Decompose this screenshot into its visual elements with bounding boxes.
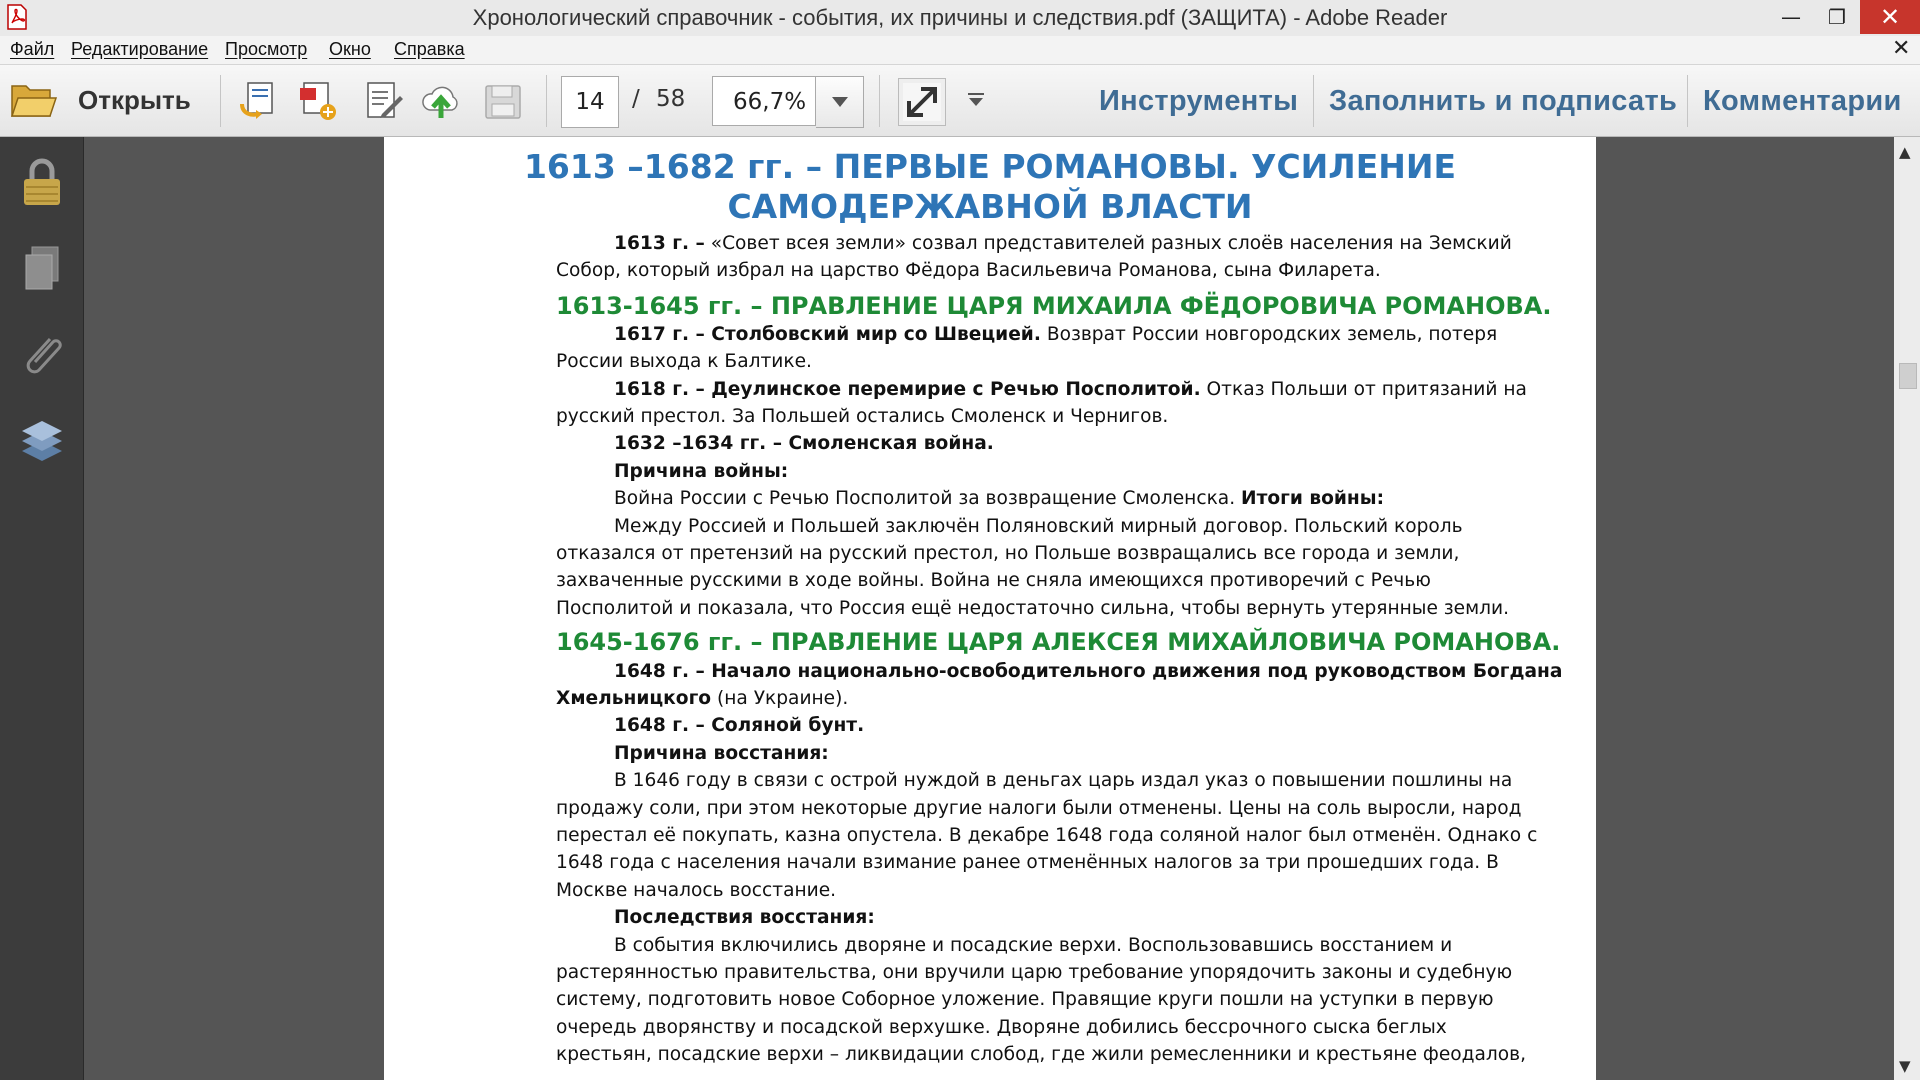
event-label: 1632 –1634 гг. – Смоленская война. [614,433,994,454]
zoom-dropdown-button[interactable] [816,76,864,128]
menu-file[interactable]: Файл [10,39,55,59]
paragraph-line [614,488,1384,509]
menu-bar [0,36,1920,65]
open-button-label: Открыть [78,84,191,115]
export-pdf-icon[interactable] [298,80,340,122]
paragraph-line: перестал её покупать, казна опустела. В декабре 1648 года соляной налог был отменён. Однако с [556,825,1538,846]
folder-open-icon [10,80,58,120]
paragraph-text: Отказ Польши от притязаний на [1200,379,1527,400]
pdf-page [384,137,1596,1080]
event-label: Хмельницкого [556,688,712,709]
paragraph-line [614,379,1527,400]
paragraph-line: очередь дворянству и посадской верхушке. Дворяне добились бессрочного сыска беглых [556,1017,1447,1038]
chevron-down-icon [832,97,848,107]
paragraph-line: 1648 года с населения начали взимание ранее отменённых налогов за три прошедших года. В [556,852,1499,873]
layers-icon[interactable] [18,415,66,467]
menu-edit[interactable]: Редактирование [71,39,209,59]
scroll-up-button[interactable]: ▲ [1899,143,1911,161]
close-button[interactable]: ✕ [1860,0,1920,34]
scroll-down-button[interactable]: ▼ [1899,1057,1911,1075]
more-tools-chevron-icon[interactable] [968,93,984,107]
paperclip-icon[interactable] [18,329,66,381]
paragraph-line: Москве началось восстание. [556,880,837,901]
paragraph-line [614,324,1497,345]
event-label: 1618 г. – Деулинское перемирие с Речью Посполитой. [614,379,1201,400]
paragraph-line: захваченные русскими в ходе войны. Война не сняла имеющихся противоречий с Речью [556,570,1431,591]
menu-window[interactable]: Окно [329,39,371,59]
title-bar [0,0,1920,36]
paragraph-line [556,688,848,709]
paragraph-line: Собор, который избрал на царство Фёдора Васильевича Романова, сына Филарета. [556,260,1381,281]
subheading-label: Последствия восстания: [614,907,875,928]
toolbar-divider [546,75,547,127]
paragraph-line: отказался от претензий на русский престол, но Польше возвращались все города и земли, [556,543,1460,564]
comments-link[interactable]: Комментарии [1703,85,1902,117]
zoom-input[interactable]: 66,7% [712,76,816,126]
navigation-panel [0,137,84,1080]
paragraph-line: растерянностью правительства, они вручили царю требование упорядочить законы и судебную [556,962,1513,983]
pages-icon[interactable] [18,243,66,295]
event-label: 1648 г. – Соляной бунт. [614,715,865,736]
paragraph-line: продажу соли, при этом некоторые другие налоги были отменены. Цены на соль выросли, народ [556,798,1522,819]
paragraph-line [614,233,1512,254]
subheading-label: Причина восстания: [614,743,829,764]
paragraph-line: Между Россией и Польшей заключён Поляновский мирный договор. Польский король [614,516,1463,537]
paragraph-text: Возврат России новгородских земель, потеря [1040,324,1498,345]
paragraph-line: России выхода к Балтике. [556,351,812,372]
toolbar-divider [1313,75,1314,127]
lock-icon[interactable] [18,157,66,209]
toolbar [0,65,1920,137]
edit-pdf-icon[interactable] [362,80,404,122]
page-heading-line-2: САМОДЕРЖАВНОЙ ВЛАСТИ [727,187,1253,226]
window-title: Хронологический справочник - события, их причины и следствия.pdf (ЗАЩИТА) - Adobe Reader [472,5,1448,30]
toolbar-divider [1687,75,1688,127]
event-label: 1648 г. – Начало национально-освободительного движения под руководством Богдана [614,661,1563,682]
event-label: 1617 г. – Столбовский мир со Швецией. [614,324,1041,345]
section-heading-mikhail: 1613-1645 гг. – ПРАВЛЕНИЕ ЦАРЯ МИХАИЛА ФЁДОРОВИЧА РОМАНОВА. [556,292,1552,320]
page-heading-line-1: 1613 –1682 гг. – ПЕРВЫЕ РОМАНОВЫ. УСИЛЕНИЕ [523,147,1457,186]
page-number-input[interactable]: 14 [561,76,619,128]
scroll-thumb[interactable] [1899,363,1917,389]
subheading-label: Итоги войны: [1241,488,1385,509]
paragraph-line: систему, подготовить новое Соборное уложение. Правящие круги пошли на уступки в первую [556,989,1494,1010]
create-pdf-icon[interactable] [238,80,280,122]
menu-view[interactable]: Просмотр [225,39,308,59]
paragraph-text: Война России с Речью Посполитой за возвращение Смоленска. [614,488,1242,509]
toolbar-divider [220,75,221,127]
vertical-scrollbar[interactable] [1894,137,1920,1080]
paragraph-text: «Совет всея земли» созвал представителей разных слоёв населения на Земский [704,233,1512,254]
paragraph-line: Посполитой и показала, что Россия ещё недостаточно сильна, чтобы вернуть утерянные земли. [556,598,1510,619]
document-close-button[interactable]: ✕ [1892,36,1911,61]
fill-sign-link[interactable]: Заполнить и подписать [1329,85,1678,117]
upload-cloud-icon[interactable] [420,80,462,122]
toolbar-divider [879,75,880,127]
paragraph-line: В 1646 году в связи с острой нуждой в деньгах царь издал указ о повышении пошлины на [614,770,1513,791]
save-disk-icon[interactable] [482,80,524,122]
tools-link[interactable]: Инструменты [1099,85,1299,117]
paragraph-line: В события включились дворяне и посадские верхи. Воспользовавшись восстанием и [614,935,1453,956]
subheading-label: Причина войны: [614,461,789,482]
document-viewport[interactable] [84,137,1894,1080]
paragraph-line: русский престол. За Польшей остались Смоленск и Чернигов. [556,406,1169,427]
maximize-button[interactable]: ❐ [1828,5,1846,29]
paragraph-line: крестьян, посадские верхи – ликвидации слобод, где жили ремесленники и крестьяне феодалов, [556,1044,1527,1065]
section-heading-alexey: 1645-1676 гг. – ПРАВЛЕНИЕ ЦАРЯ АЛЕКСЕЯ МИХАЙЛОВИЧА РОМАНОВА. [556,628,1561,656]
open-button[interactable] [10,75,191,125]
menu-help[interactable]: Справка [394,39,465,59]
page-separator: / [632,86,640,112]
page-total: 58 [656,86,686,112]
date-label: 1613 г. – [614,233,705,254]
paragraph-text: (на Украине). [711,688,849,709]
minimize-button[interactable]: — [1781,5,1801,29]
fit-page-button[interactable] [898,78,946,126]
fit-page-icon [899,79,945,125]
